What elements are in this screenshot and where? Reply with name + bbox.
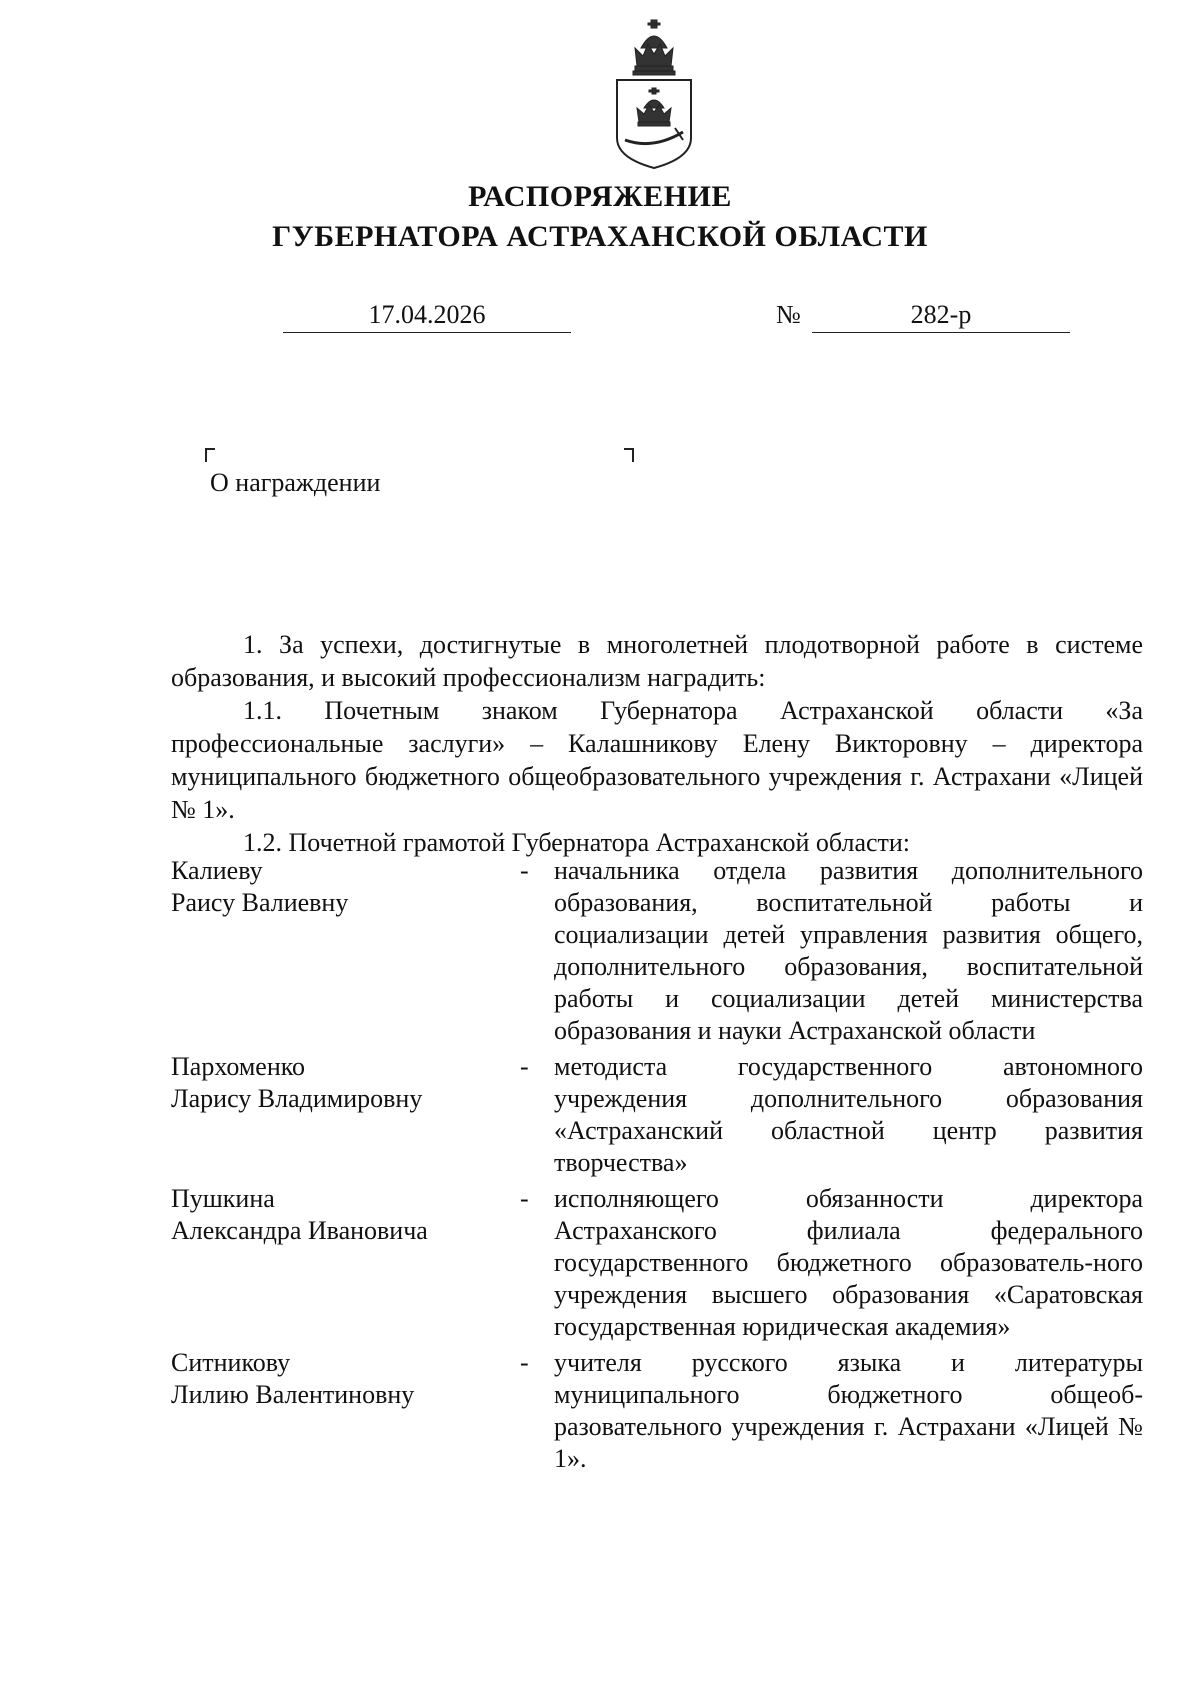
awardee-position: начальника отдела развития дополнительного образования, воспитательной работы и социализации детей управления развития общего, дополнительного образования, воспитательной работы и социализации детей министерства образования и науки Астраханской области (554, 856, 1143, 1045)
awardee-given-names: Ларису Владимировну (171, 1084, 423, 1113)
subject-corner-left (205, 448, 215, 462)
awardee-row (171, 1183, 1143, 1343)
awardee-given-names: Раису Валиевну (171, 888, 349, 917)
awardee-dash: - (520, 1052, 529, 1081)
awardee-position: исполняющего обязанности директора Астраханского филиала федерального государственного бюджетного образователь-ного учреждения высшего образования «Саратовская государственная юридическая академия» (554, 1184, 1143, 1341)
awardee-position: методиста государственного автономного учреждения дополнительного образования «Астраханский областной центр развития творчества» (554, 1052, 1143, 1177)
document-subject: О награждении (210, 468, 381, 497)
awardee-surname: Пархоменко (171, 1052, 306, 1081)
number-sign: № (776, 300, 801, 329)
paragraph-1: 1. За успехи, достигнутые в многолетней плодотворной работе в системе образования, и высокий профессионализм наградить: (171, 630, 1143, 692)
document-date: 17.04.2026 (283, 298, 571, 333)
awardee-name (171, 1347, 520, 1475)
subject-corner-right (624, 448, 634, 462)
awardee-position: учителя русского языка и литературы муниципального бюджетного общеоб-разовательного учреждения г. Астрахани «Лицей № 1». (554, 1348, 1143, 1473)
awardee-surname: Калиеву (171, 856, 263, 885)
awardee-name (171, 1051, 520, 1179)
awardee-given-names: Александра Ивановича (171, 1216, 428, 1245)
awardee-given-names: Лилию Валентиновну (171, 1380, 415, 1409)
awardee-dash: - (520, 856, 529, 885)
awardee-row (171, 1347, 1143, 1475)
astrakhan-coat-of-arms-icon (613, 18, 695, 170)
awardee-dash: - (520, 1348, 529, 1377)
paragraph-1-2: 1.2. Почетной грамотой Губернатора Астраханской области: (243, 828, 911, 857)
document-issuer: ГУБЕРНАТОРА АСТРАХАНСКОЙ ОБЛАСТИ (272, 220, 928, 253)
awardees-list (171, 855, 1143, 1479)
awardee-row (171, 1051, 1143, 1179)
awardee-name (171, 855, 520, 1047)
document-number: 282-р (812, 298, 1070, 333)
document-body (171, 628, 1143, 859)
awardee-surname: Ситникову (171, 1348, 291, 1377)
document-title: РАСПОРЯЖЕНИЕ (468, 180, 732, 213)
awardee-dash: - (520, 1184, 529, 1213)
paragraph-1-1: 1.1. Почетным знаком Губернатора Астраханской области «За профессиональные заслуги» – Калашникову Елену Викторовну – директора муниципального бюджетного общеобразовательного учреждения г. Астрахани «Лицей № 1». (171, 696, 1143, 824)
awardee-name (171, 1183, 520, 1343)
awardee-row (171, 855, 1143, 1047)
awardee-surname: Пушкина (171, 1184, 275, 1213)
